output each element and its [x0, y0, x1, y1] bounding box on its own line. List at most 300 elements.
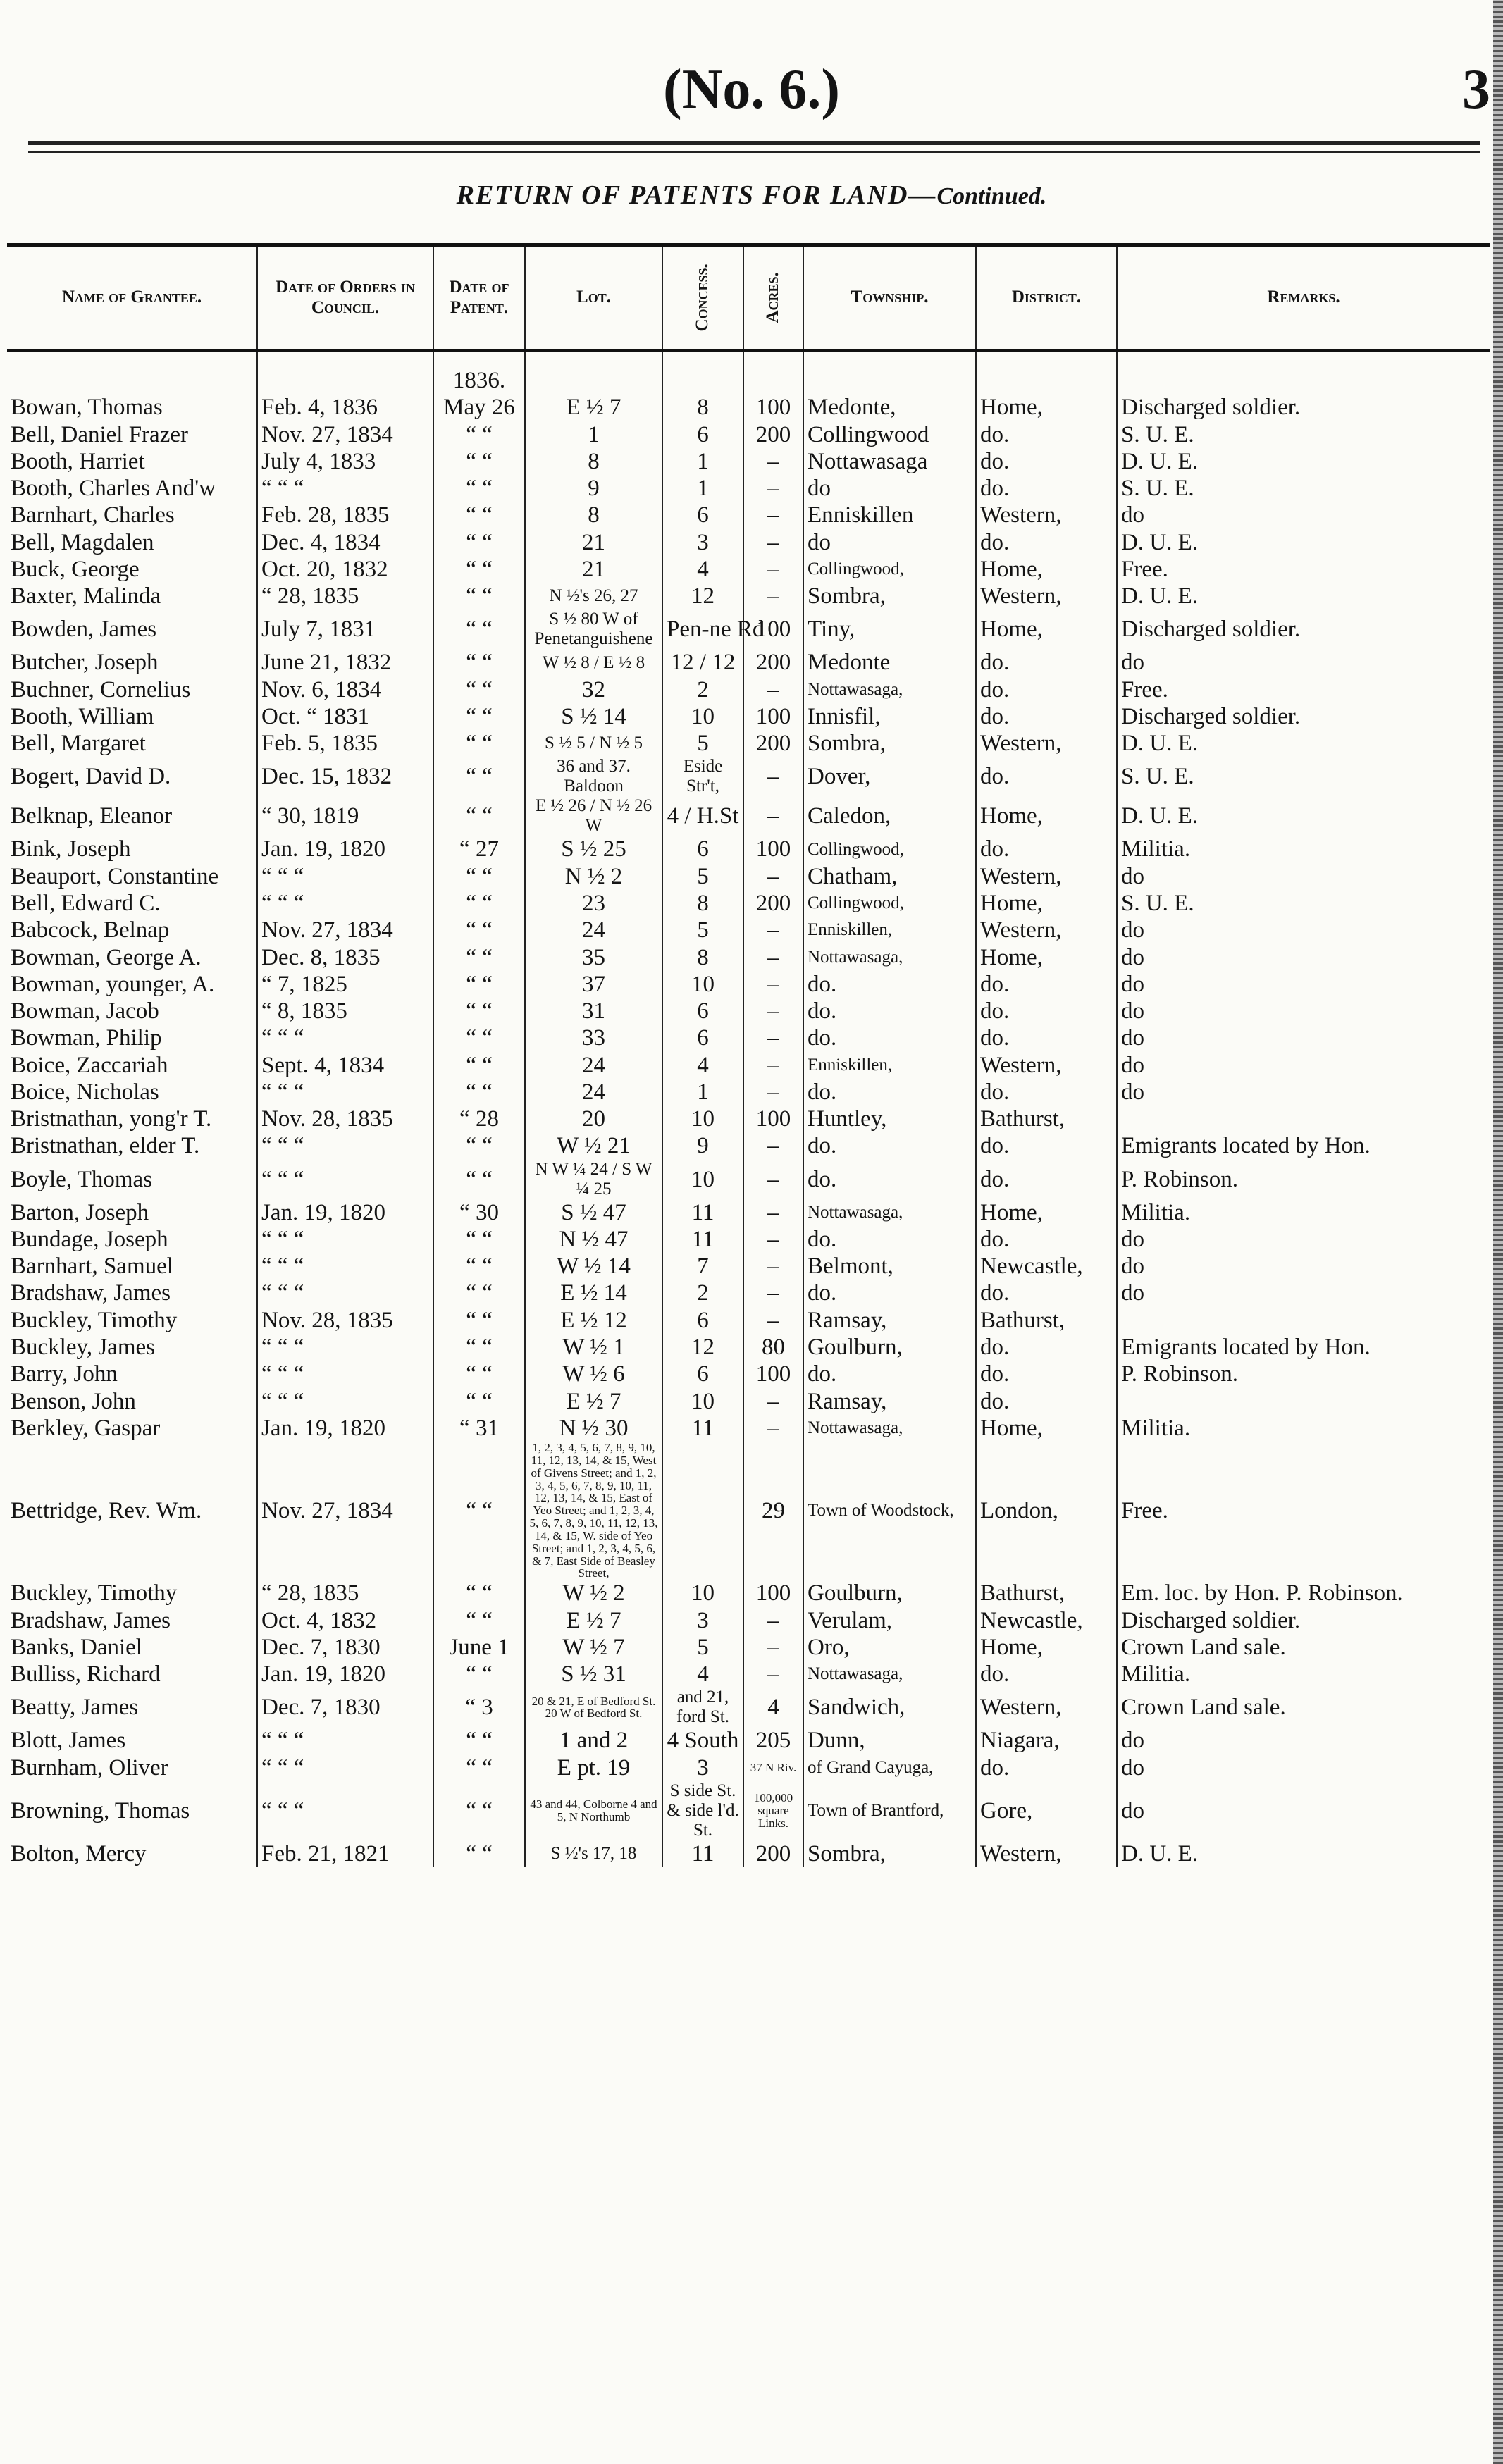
cell-district: Western,: [976, 730, 1117, 757]
cell-acres: –: [743, 502, 803, 528]
cell-concession: 4: [662, 1052, 743, 1079]
cell-remarks: do: [1117, 944, 1490, 971]
table-row: [7, 757, 1490, 796]
cell-lot: E ½ 7: [525, 1388, 662, 1415]
cell-concession: 11: [662, 1226, 743, 1253]
cell-remarks: do: [1117, 1226, 1490, 1253]
cell-remarks: do: [1117, 1253, 1490, 1280]
cell-acres: –: [743, 796, 803, 836]
cell-township: Collingwood: [803, 421, 976, 448]
cell-township: Collingwood,: [803, 556, 976, 583]
table-body: [7, 350, 1490, 1867]
cell-order-date: “ “ “: [257, 1226, 433, 1253]
cell-concession: 5: [662, 1634, 743, 1661]
cell-patent-date: “ “: [433, 1160, 525, 1199]
cell-lot: E ½ 7: [525, 394, 662, 421]
cell-acres: –: [743, 1415, 803, 1442]
cell-grantee-name: Buckley, James: [11, 1334, 155, 1360]
cell-acres: –: [743, 1661, 803, 1688]
cell-township: Nottawasaga,: [803, 1661, 976, 1688]
cell-order-date: Nov. 27, 1834: [257, 1442, 433, 1580]
table-row: [7, 796, 1490, 836]
cell-patent-date: “ “: [433, 1307, 525, 1334]
cell-order-date: “ 28, 1835: [257, 1580, 433, 1606]
cell-lot: 43 and 44, Colborne 4 and 5, N Northumb: [525, 1781, 662, 1840]
table-row: [7, 917, 1490, 943]
cell-grantee-name: Bettridge, Rev. Wm.: [11, 1498, 202, 1524]
cell-township: Sombra,: [803, 1840, 976, 1867]
cell-district: do.: [976, 757, 1117, 796]
cell-patent-date: “ “: [433, 1132, 525, 1159]
cell-township: do.: [803, 1160, 976, 1199]
cell-district: do.: [976, 1388, 1117, 1415]
cell-acres: –: [743, 529, 803, 556]
cell-grantee-name: Berkley, Gaspar: [11, 1415, 161, 1441]
cell-order-date: July 7, 1831: [257, 609, 433, 649]
table-row: [7, 609, 1490, 649]
table-row: [7, 1727, 1490, 1754]
cell-acres: 100: [743, 394, 803, 421]
cell-concession: 10: [662, 1106, 743, 1132]
cell-remarks: Militia.: [1117, 1199, 1490, 1226]
cell-grantee-name: Buck, George: [11, 556, 140, 582]
cell-order-date: “ “ “: [257, 1754, 433, 1781]
cell-patent-date: “ “: [433, 649, 525, 676]
cell-lot: 37: [525, 971, 662, 998]
cell-patent-date: “ “: [433, 583, 525, 609]
table-row: [7, 1754, 1490, 1781]
cell-district: Home,: [976, 890, 1117, 917]
cell-remarks: Free.: [1117, 1442, 1490, 1580]
cell-lot: S ½ 25: [525, 836, 662, 862]
cell-order-date: “ “ “: [257, 1361, 433, 1387]
cell-grantee-name: Burnham, Oliver: [11, 1754, 168, 1781]
cell-district: Home,: [976, 556, 1117, 583]
cell-lot: 21: [525, 556, 662, 583]
cell-township: Nottawasaga,: [803, 676, 976, 703]
cell-grantee-name: Bink, Joseph: [11, 836, 131, 862]
cell-grantee-name: Bowman, Jacob: [11, 998, 159, 1024]
cell-patent-date: June 1: [433, 1634, 525, 1661]
cell-lot: E ½ 26 / N ½ 26 W: [525, 796, 662, 836]
cell-lot: S ½ 47: [525, 1199, 662, 1226]
cell-order-date: July 4, 1833: [257, 448, 433, 475]
cell-grantee-name: Bogert, David D.: [11, 764, 171, 790]
cell-grantee-name: Bradshaw, James: [11, 1280, 171, 1306]
cell-remarks: do: [1117, 1052, 1490, 1079]
cell-lot: 9: [525, 475, 662, 502]
cell-lot: N ½ 30: [525, 1415, 662, 1442]
cell-order-date: Sept. 4, 1834: [257, 1052, 433, 1079]
cell-township: do.: [803, 1226, 976, 1253]
cell-lot: E pt. 19: [525, 1754, 662, 1781]
cell-district: Gore,: [976, 1781, 1117, 1840]
cell-district: do.: [976, 676, 1117, 703]
cell-patent-date: “ “: [433, 1024, 525, 1051]
cell-concession: 4: [662, 556, 743, 583]
cell-grantee-name: Bradshaw, James: [11, 1607, 171, 1633]
col-header-grantee: Name of Grantee.: [7, 245, 257, 351]
table-row: [7, 1388, 1490, 1415]
cell-township: Enniskillen,: [803, 917, 976, 943]
cell-remarks: D. U. E.: [1117, 529, 1490, 556]
cell-concession: 3: [662, 529, 743, 556]
cell-concession: 8: [662, 944, 743, 971]
cell-acres: –: [743, 1052, 803, 1079]
cell-grantee-name: Bowman, Philip: [11, 1025, 162, 1051]
cell-concession: 1: [662, 475, 743, 502]
cell-lot: 31: [525, 998, 662, 1024]
cell-lot: N ½ 2: [525, 863, 662, 890]
cell-patent-date: “ “: [433, 475, 525, 502]
cell-grantee-name: Beatty, James: [11, 1695, 139, 1721]
cell-order-date: “ 7, 1825: [257, 971, 433, 998]
cell-acres: 100: [743, 703, 803, 730]
cell-remarks: Emigrants located by Hon.: [1117, 1334, 1490, 1361]
cell-patent-date: “ “: [433, 703, 525, 730]
cell-acres: –: [743, 971, 803, 998]
cell-grantee-name: Baxter, Malinda: [11, 583, 161, 609]
cell-township: Enniskillen: [803, 502, 976, 528]
table-row: [7, 529, 1490, 556]
cell-patent-date: “ “: [433, 529, 525, 556]
table-row: [7, 730, 1490, 757]
cell-district: do.: [976, 649, 1117, 676]
cell-patent-date: “ “: [433, 448, 525, 475]
cell-patent-date: “ “: [433, 421, 525, 448]
cell-remarks: D. U. E.: [1117, 730, 1490, 757]
cell-remarks: do: [1117, 863, 1490, 890]
cell-acres: 100: [743, 609, 803, 649]
cell-remarks: Discharged soldier.: [1117, 394, 1490, 421]
table-row: [7, 1199, 1490, 1226]
cell-district: Western,: [976, 863, 1117, 890]
cell-concession: 6: [662, 998, 743, 1024]
cell-lot: E ½ 7: [525, 1607, 662, 1634]
cell-concession: 4 South: [662, 1727, 743, 1754]
cell-grantee-name: Booth, Charles And'w: [11, 476, 216, 502]
cell-township: Dunn,: [803, 1727, 976, 1754]
cell-district: do.: [976, 1024, 1117, 1051]
cell-patent-date: “ 30: [433, 1199, 525, 1226]
table-row: [7, 502, 1490, 528]
cell-district: do.: [976, 1132, 1117, 1159]
cell-acres: –: [743, 676, 803, 703]
cell-township: do: [803, 475, 976, 502]
cell-remarks: Free.: [1117, 556, 1490, 583]
table-row: [7, 421, 1490, 448]
cell-grantee-name: Bulliss, Richard: [11, 1661, 161, 1688]
cell-order-date: “ “ “: [257, 890, 433, 917]
cell-grantee-name: Bristnathan, yong'r T.: [11, 1106, 212, 1132]
table-row: [7, 1160, 1490, 1199]
cell-remarks: D. U. E.: [1117, 583, 1490, 609]
cell-acres: –: [743, 998, 803, 1024]
col-header-order-date: Date of Orders in Council.: [257, 245, 433, 351]
cell-patent-date: “ “: [433, 917, 525, 943]
cell-lot: S ½ 80 W of Penetanguishene: [525, 609, 662, 649]
cell-township: Collingwood,: [803, 836, 976, 862]
cell-concession: Pen-ne Rd: [662, 609, 743, 649]
cell-patent-date: “ “: [433, 1781, 525, 1840]
cell-remarks: Crown Land sale.: [1117, 1688, 1490, 1727]
cell-order-date: “ “ “: [257, 1388, 433, 1415]
cell-township: Innisfil,: [803, 703, 976, 730]
cell-concession: 10: [662, 703, 743, 730]
cell-order-date: Nov. 28, 1835: [257, 1307, 433, 1334]
cell-order-date: “ “ “: [257, 1280, 433, 1306]
cell-concession: 8: [662, 890, 743, 917]
cell-concession: 11: [662, 1415, 743, 1442]
table-row: [7, 1442, 1490, 1580]
cell-district: London,: [976, 1442, 1117, 1580]
table-row: [7, 475, 1490, 502]
cell-remarks: Discharged soldier.: [1117, 703, 1490, 730]
cell-district: do.: [976, 971, 1117, 998]
cell-order-date: Feb. 28, 1835: [257, 502, 433, 528]
cell-order-date: “ “ “: [257, 1334, 433, 1361]
cell-order-date: Oct. 4, 1832: [257, 1607, 433, 1634]
cell-lot: S ½ 5 / N ½ 5: [525, 730, 662, 757]
cell-remarks: [1117, 1388, 1490, 1415]
cell-grantee-name: Buchner, Cornelius: [11, 676, 191, 702]
cell-concession: and 21, ford St.: [662, 1688, 743, 1727]
cell-district: do.: [976, 1661, 1117, 1688]
cell-order-date: Dec. 15, 1832: [257, 757, 433, 796]
cell-remarks: do: [1117, 1079, 1490, 1106]
col-header-township: Township.: [803, 245, 976, 351]
patents-table: [7, 243, 1490, 1867]
cell-district: Bathurst,: [976, 1580, 1117, 1606]
cell-concession: 2: [662, 1280, 743, 1306]
cell-order-date: Jan. 19, 1820: [257, 1415, 433, 1442]
cell-grantee-name: Bell, Magdalen: [11, 529, 154, 555]
cell-lot: 21: [525, 529, 662, 556]
cell-lot: N ½ 47: [525, 1226, 662, 1253]
cell-acres: 100: [743, 836, 803, 862]
cell-acres: –: [743, 448, 803, 475]
cell-township: do.: [803, 998, 976, 1024]
cell-lot: W ½ 21: [525, 1132, 662, 1159]
cell-district: do.: [976, 1754, 1117, 1781]
cell-remarks: S. U. E.: [1117, 890, 1490, 917]
table-row: [7, 998, 1490, 1024]
cell-order-date: Nov. 6, 1834: [257, 676, 433, 703]
cell-acres: –: [743, 556, 803, 583]
col-header-patent-date: Date of Patent.: [433, 245, 525, 351]
cell-district: Western,: [976, 502, 1117, 528]
cell-district: Home,: [976, 394, 1117, 421]
cell-township: Nottawasaga: [803, 448, 976, 475]
table-row: [7, 1580, 1490, 1606]
cell-grantee-name: Bolton, Mercy: [11, 1840, 147, 1866]
cell-acres: –: [743, 1388, 803, 1415]
cell-concession: 11: [662, 1840, 743, 1867]
cell-acres: –: [743, 1226, 803, 1253]
cell-district: do.: [976, 1079, 1117, 1106]
cell-order-date: “ “ “: [257, 1079, 433, 1106]
cell-concession: [662, 1442, 743, 1580]
table-row: [7, 836, 1490, 862]
cell-concession: 6: [662, 1361, 743, 1387]
cell-lot: E ½ 12: [525, 1307, 662, 1334]
cell-grantee-name: Bell, Daniel Frazer: [11, 421, 188, 447]
table-row: [7, 1226, 1490, 1253]
cell-township: Medonte: [803, 649, 976, 676]
cell-grantee-name: Barnhart, Samuel: [11, 1253, 173, 1280]
cell-district: Home,: [976, 1415, 1117, 1442]
cell-concession: 8: [662, 394, 743, 421]
cell-acres: –: [743, 1607, 803, 1634]
cell-order-date: “ “ “: [257, 1160, 433, 1199]
cell-grantee-name: Booth, Harriet: [11, 448, 145, 474]
cell-patent-date: “ “: [433, 998, 525, 1024]
table-row: [7, 448, 1490, 475]
cell-remarks: S. U. E.: [1117, 757, 1490, 796]
cell-township: do: [803, 529, 976, 556]
cell-lot: S ½ 31: [525, 1661, 662, 1688]
table-row: [7, 1106, 1490, 1132]
cell-patent-date: “ “: [433, 944, 525, 971]
table-row: [7, 1781, 1490, 1840]
cell-district: do.: [976, 1334, 1117, 1361]
cell-grantee-name: Booth, William: [11, 703, 154, 729]
cell-district: Bathurst,: [976, 1307, 1117, 1334]
cell-lot: 24: [525, 1079, 662, 1106]
cell-grantee-name: Bowman, George A.: [11, 944, 202, 970]
cell-concession: 5: [662, 917, 743, 943]
cell-grantee-name: Barnhart, Charles: [11, 502, 175, 528]
cell-grantee-name: Buckley, Timothy: [11, 1580, 178, 1606]
cell-grantee-name: Barton, Joseph: [11, 1199, 149, 1225]
cell-order-date: Nov. 28, 1835: [257, 1106, 433, 1132]
cell-order-date: “ 30, 1819: [257, 796, 433, 836]
cell-acres: –: [743, 1634, 803, 1661]
cell-remarks: D. U. E.: [1117, 448, 1490, 475]
table-row: [7, 394, 1490, 421]
cell-order-date: Oct. 20, 1832: [257, 556, 433, 583]
table-row: [7, 1132, 1490, 1159]
cell-township: do.: [803, 1024, 976, 1051]
cell-township: Caledon,: [803, 796, 976, 836]
cell-grantee-name: Bowman, younger, A.: [11, 971, 215, 997]
cell-acres: –: [743, 917, 803, 943]
cell-district: do.: [976, 421, 1117, 448]
cell-concession: 12: [662, 1334, 743, 1361]
cell-lot: W ½ 2: [525, 1580, 662, 1606]
table-row: [7, 676, 1490, 703]
cell-patent-date: “ 27: [433, 836, 525, 862]
table-row: [7, 890, 1490, 917]
cell-order-date: June 21, 1832: [257, 649, 433, 676]
cell-district: Niagara,: [976, 1727, 1117, 1754]
cell-patent-date: “ “: [433, 1442, 525, 1580]
cell-concession: 3: [662, 1754, 743, 1781]
cell-lot: 23: [525, 890, 662, 917]
cell-township: Huntley,: [803, 1106, 976, 1132]
cell-patent-date: “ “: [433, 1253, 525, 1280]
cell-concession: 6: [662, 1024, 743, 1051]
cell-township: Ramsay,: [803, 1388, 976, 1415]
cell-township: Town of Woodstock,: [803, 1442, 976, 1580]
table-row: [7, 1688, 1490, 1727]
cell-lot: 1 and 2: [525, 1727, 662, 1754]
cell-acres: –: [743, 475, 803, 502]
cell-patent-date: “ “: [433, 1840, 525, 1867]
cell-acres: –: [743, 1132, 803, 1159]
table-row: [7, 944, 1490, 971]
cell-township: Nottawasaga,: [803, 1415, 976, 1442]
cell-district: Home,: [976, 609, 1117, 649]
cell-patent-date: “ 3: [433, 1688, 525, 1727]
cell-grantee-name: Bell, Edward C.: [11, 890, 161, 916]
table-row: [7, 1052, 1490, 1079]
cell-concession: 5: [662, 730, 743, 757]
cell-township: Medonte,: [803, 394, 976, 421]
cell-acres: 200: [743, 649, 803, 676]
cell-remarks: Militia.: [1117, 836, 1490, 862]
cell-grantee-name: Belknap, Eleanor: [11, 803, 173, 829]
cell-patent-date: “ “: [433, 1607, 525, 1634]
cell-order-date: “ “ “: [257, 1132, 433, 1159]
cell-concession: 10: [662, 1580, 743, 1606]
table-row: [7, 1607, 1490, 1634]
cell-order-date: Nov. 27, 1834: [257, 917, 433, 943]
cell-lot: 8: [525, 448, 662, 475]
cell-grantee-name: Buckley, Timothy: [11, 1307, 178, 1333]
cell-order-date: Nov. 27, 1834: [257, 421, 433, 448]
page-number: 3: [1462, 58, 1490, 120]
cell-district: Western,: [976, 1688, 1117, 1727]
cell-patent-date: “ “: [433, 502, 525, 528]
table-row: [7, 556, 1490, 583]
cell-order-date: “ “ “: [257, 475, 433, 502]
table-row: [7, 703, 1490, 730]
cell-patent-date: “ “: [433, 1226, 525, 1253]
title-continued: Continued.: [936, 183, 1047, 209]
col-header-remarks: Remarks.: [1117, 245, 1490, 351]
cell-township: Oro,: [803, 1634, 976, 1661]
cell-patent-date: “ 28: [433, 1106, 525, 1132]
cell-lot: 1: [525, 421, 662, 448]
cell-patent-date: “ “: [433, 1052, 525, 1079]
table-row: [7, 1334, 1490, 1361]
year-label: 1836.: [433, 350, 525, 394]
cell-patent-date: “ “: [433, 609, 525, 649]
cell-grantee-name: Bell, Margaret: [11, 731, 146, 757]
cell-patent-date: “ “: [433, 1334, 525, 1361]
cell-patent-date: “ “: [433, 730, 525, 757]
cell-township: Belmont,: [803, 1253, 976, 1280]
cell-district: do.: [976, 529, 1117, 556]
year-row: [7, 350, 1490, 394]
cell-order-date: Dec. 8, 1835: [257, 944, 433, 971]
cell-lot: W ½ 7: [525, 1634, 662, 1661]
cell-district: Western,: [976, 917, 1117, 943]
cell-lot: 32: [525, 676, 662, 703]
cell-township: do.: [803, 1132, 976, 1159]
cell-grantee-name: Browning, Thomas: [11, 1797, 190, 1824]
cell-remarks: do: [1117, 649, 1490, 676]
cell-township: do.: [803, 1361, 976, 1387]
cell-patent-date: “ “: [433, 863, 525, 890]
cell-township: do.: [803, 1079, 976, 1106]
cell-acres: –: [743, 863, 803, 890]
cell-patent-date: “ “: [433, 1754, 525, 1781]
cell-remarks: do: [1117, 1727, 1490, 1754]
cell-township: Sombra,: [803, 730, 976, 757]
cell-lot: N ½'s 26, 27: [525, 583, 662, 609]
